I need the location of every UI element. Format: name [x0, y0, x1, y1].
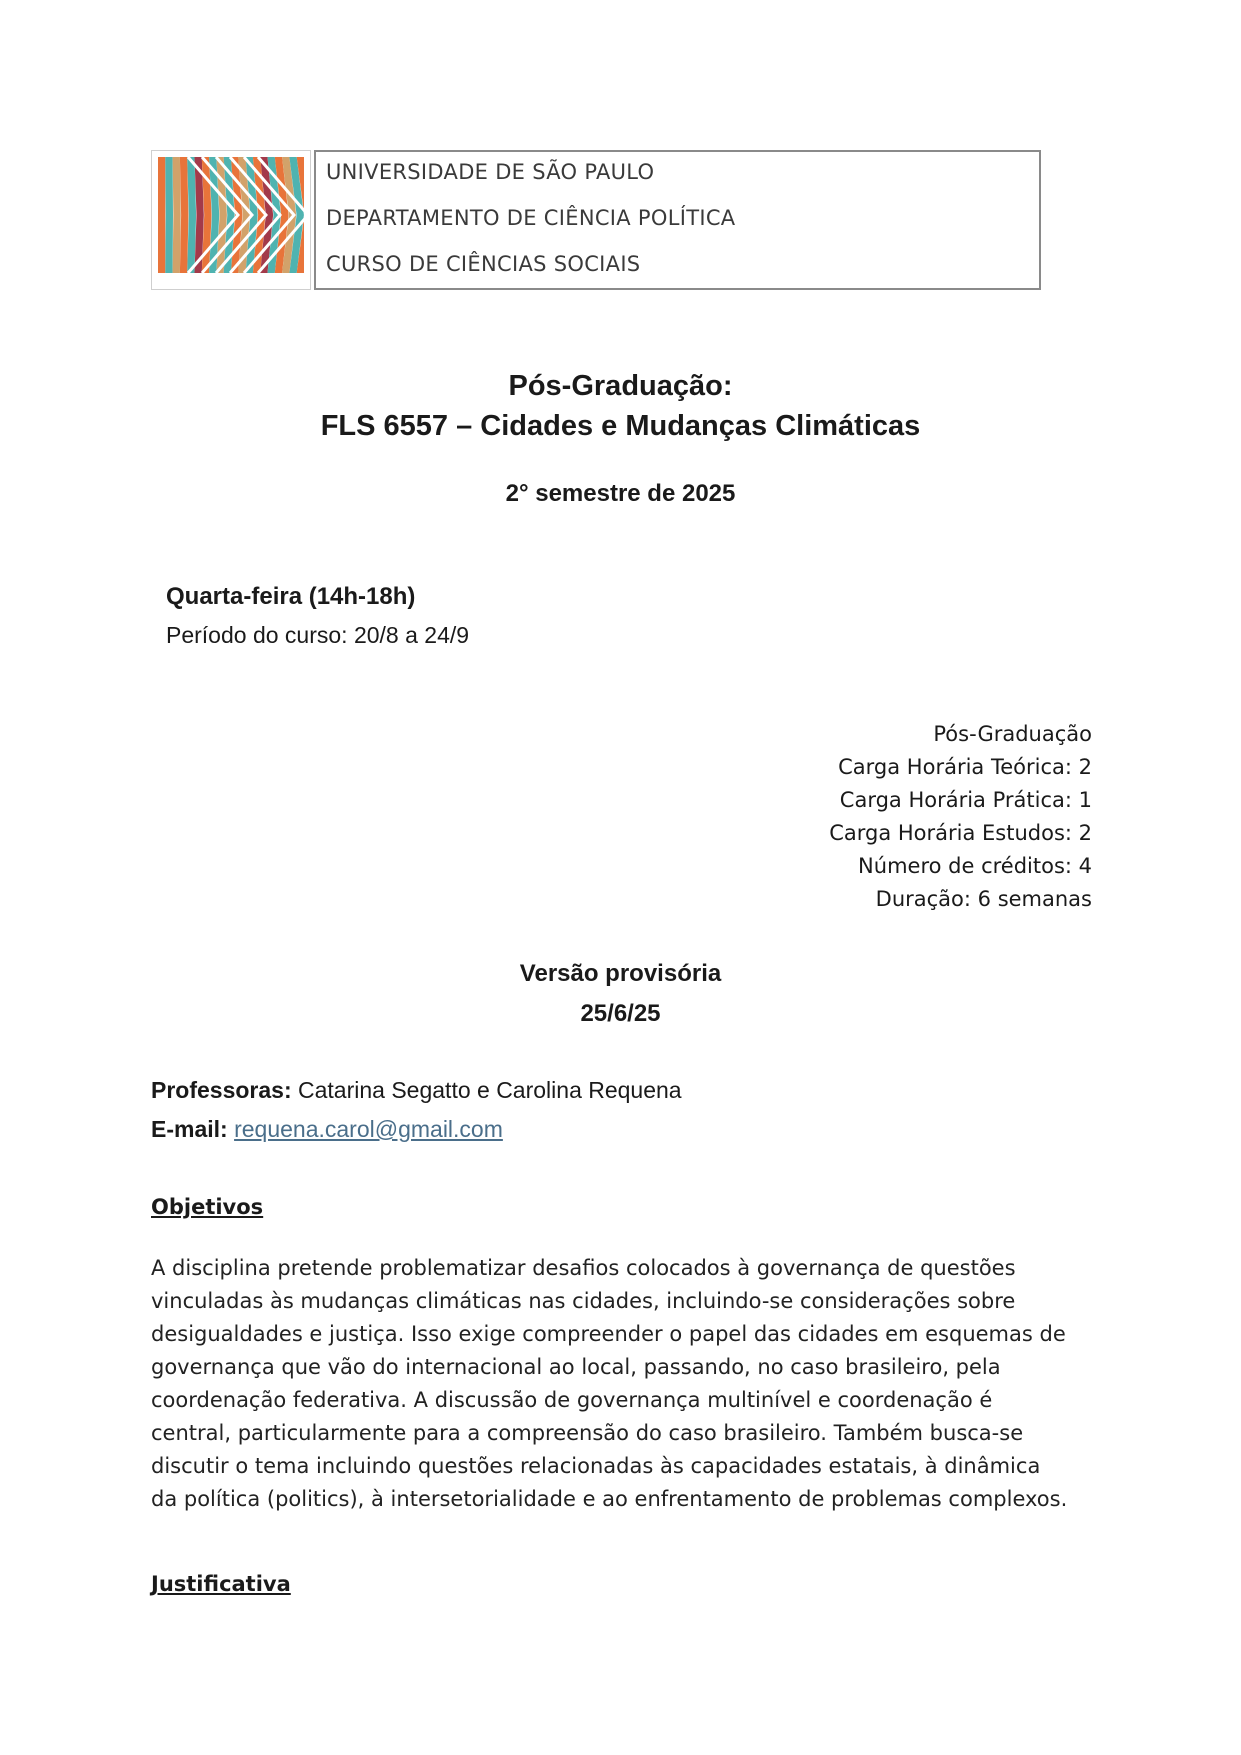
- logo-stripe: [173, 157, 181, 273]
- email-link[interactable]: requena.carol@gmail.com: [234, 1116, 503, 1142]
- email-line: [151, 1116, 503, 1143]
- institution-line-course: CURSO DE CIÊNCIAS SOCIAIS: [326, 252, 641, 276]
- logo-stripe: [158, 157, 165, 273]
- version-date: 25/6/25: [580, 1000, 661, 1027]
- logo-stripe: [187, 157, 196, 273]
- paragraph-line: discutir o tema incluindo questões relacionadas às capacidades estatais, à dinâmica: [151, 1454, 1041, 1478]
- credits-line: Número de créditos: 4: [858, 854, 1092, 878]
- professors-value: Catarina Segatto e Carolina Requena: [291, 1077, 682, 1103]
- paragraph-line: A disciplina pretende problematizar desafios colocados à governança de questões: [151, 1256, 1016, 1280]
- institution-line-department: DEPARTAMENTO DE CIÊNCIA POLÍTICA: [326, 206, 736, 230]
- paragraph-line: central, particularmente para a compreensão do caso brasileiro. Também busca-se: [151, 1421, 1024, 1445]
- email-label: E-mail:: [151, 1116, 228, 1142]
- institution-box: [314, 150, 1041, 290]
- paragraph-line: desigualdades e justiça. Isso exige compreender o papel das cidades em esquemas de: [151, 1322, 1066, 1346]
- logo-stripe: [180, 157, 189, 273]
- paragraph-line: coordenação federativa. A discussão de governança multinível e coordenação é: [151, 1388, 993, 1412]
- credits-block: [829, 718, 1092, 916]
- university-logo: [151, 150, 311, 290]
- professors-label: Professoras:: [151, 1077, 292, 1103]
- logo-stripe: [165, 157, 173, 273]
- schedule-period: Período do curso: 20/8 a 24/9: [166, 622, 470, 648]
- version-label: Versão provisória: [519, 960, 722, 987]
- semester-label: 2° semestre de 2025: [505, 480, 736, 507]
- credits-line: Carga Horária Prática: 1: [839, 788, 1092, 812]
- schedule-day: Quarta-feira (14h-18h): [166, 583, 416, 610]
- page-title-program: Pós-Graduação:: [508, 370, 733, 402]
- professors-line: [151, 1077, 682, 1104]
- institution-header: [151, 150, 1041, 290]
- paragraph-line: da política (politics), à intersetorialidade e ao enfrentamento de problemas complexos.: [151, 1487, 1068, 1511]
- credits-line: Carga Horária Estudos: 2: [829, 821, 1092, 845]
- objectives-paragraph: [151, 1252, 1096, 1516]
- paragraph-line: governança que vão do internacional ao local, passando, no caso brasileiro, pela: [151, 1355, 1001, 1379]
- objectives-heading: Objetivos: [151, 1195, 264, 1219]
- usp-chevron-logo-icon: [158, 157, 304, 283]
- page-title-course: FLS 6557 – Cidades e Mudanças Climáticas: [320, 410, 921, 442]
- institution-line-university: UNIVERSIDADE DE SÃO PAULO: [326, 160, 655, 184]
- credits-line: Duração: 6 semanas: [875, 887, 1092, 911]
- paragraph-line: vinculadas às mudanças climáticas nas cidades, incluindo-se considerações sobre: [151, 1289, 1016, 1313]
- credits-line: Carga Horária Teórica: 2: [838, 755, 1092, 779]
- credits-line: Pós-Graduação: [933, 722, 1092, 746]
- justification-heading: Justificativa: [151, 1572, 291, 1596]
